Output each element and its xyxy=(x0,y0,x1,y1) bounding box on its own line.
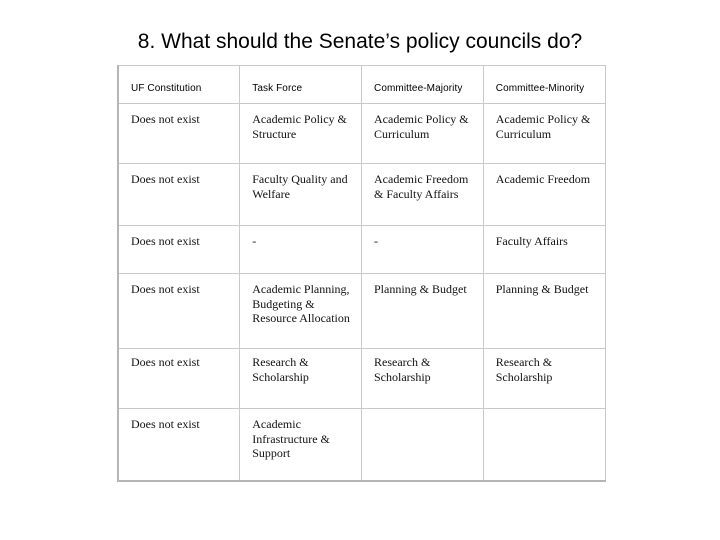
column-header-uf-constitution: UF Constitution xyxy=(118,66,240,104)
slide-title: 8. What should the Senate’s policy councils do? xyxy=(137,30,583,53)
table-cell: Does not exist xyxy=(118,409,240,481)
column-header-task-force: Task Force xyxy=(240,66,362,104)
table-cell xyxy=(118,349,240,409)
table-row xyxy=(118,409,605,481)
cell-text: Planning & Budget xyxy=(495,282,589,296)
table-cell: Academic Policy & Structure xyxy=(240,104,362,164)
table-cell xyxy=(362,409,484,481)
table-row xyxy=(118,104,605,164)
table-row xyxy=(118,226,605,274)
column-header-committee-majority: Committee-Majority xyxy=(362,66,484,104)
table-cell: - xyxy=(362,226,484,274)
cell-text: Academic Planning, Budgeting & Resource Allocation xyxy=(252,282,350,325)
table-cell: - xyxy=(240,226,362,274)
table-cell: Academic Freedom xyxy=(483,164,605,226)
table-cell: Academic Freedom & Faculty Affairs xyxy=(362,164,484,226)
table-cell: Academic Infrastructure & Support xyxy=(240,409,362,481)
table-cell: Does not exist xyxy=(118,226,240,274)
policy-councils-table xyxy=(117,65,606,482)
cell-text: Research & Scholarship xyxy=(495,355,553,384)
cell-text: Does not exist xyxy=(131,355,200,369)
cell-text: Does not exist xyxy=(131,282,200,296)
table-cell xyxy=(362,274,484,349)
table-cell: Does not exist xyxy=(118,164,240,226)
cell-text: Research & Scholarship xyxy=(252,355,309,384)
table-cell xyxy=(483,274,605,349)
table-cell xyxy=(118,274,240,349)
table-cell xyxy=(240,349,362,409)
table-cell: Academic Policy & Curriculum xyxy=(362,104,484,164)
table-cell: Faculty Affairs xyxy=(483,226,605,274)
table-cell: Does not exist xyxy=(118,104,240,164)
table-cell: Faculty Quality and Welfare xyxy=(240,164,362,226)
table-row xyxy=(118,349,605,409)
table-row xyxy=(118,274,605,349)
table-cell: Academic Policy & Curriculum xyxy=(483,104,605,164)
table-header-row xyxy=(118,66,605,104)
cell-text: Research & Scholarship xyxy=(374,355,431,384)
table-cell xyxy=(362,349,484,409)
cell-text: Planning & Budget xyxy=(374,282,467,296)
column-header-committee-minority: Committee-Minority xyxy=(483,66,605,104)
table-cell xyxy=(240,274,362,349)
table-row xyxy=(118,164,605,226)
table-cell xyxy=(483,349,605,409)
table-cell xyxy=(483,409,605,481)
